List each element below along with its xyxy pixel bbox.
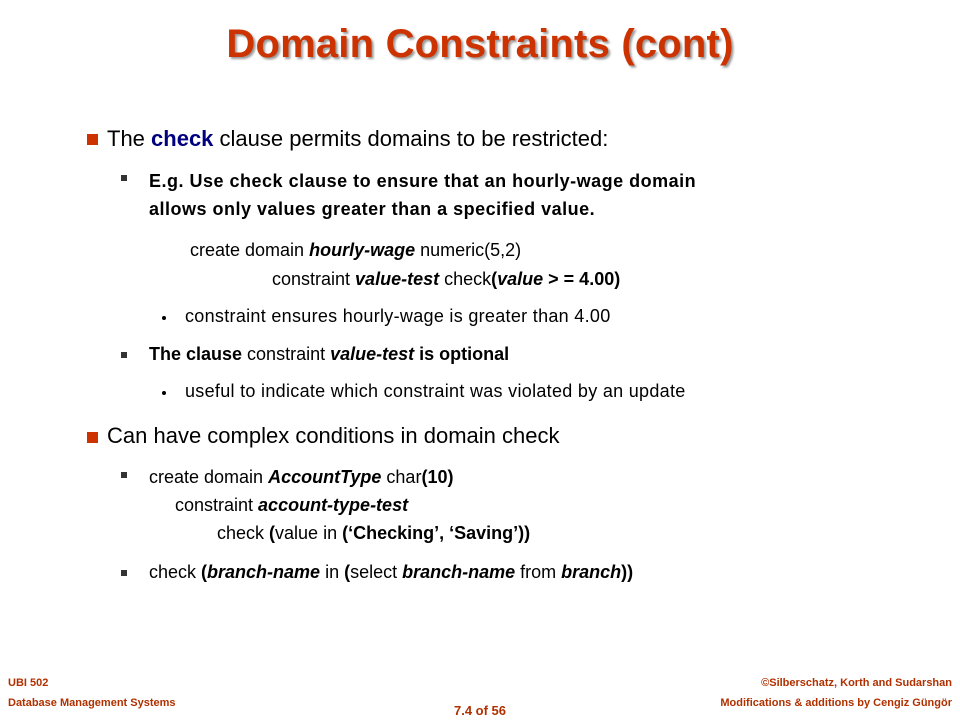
footer-course-name: Database Management Systems [8, 697, 176, 709]
dot-bullet-icon [162, 391, 166, 395]
code-account-type: create domain AccountType char(10) constraint account-type-test check (value in (‘Checking’, ‘Saving’)) [149, 467, 531, 543]
sub-bullet-optional: The clause constraint value-test is optional [149, 344, 510, 364]
sub-bullet-icon [121, 175, 127, 181]
sub-bullet-icon [121, 472, 127, 478]
footer-copyright: ©Silberschatz, Korth and Sudarshan [761, 677, 952, 689]
footer-modifications: Modifications & additions by Cengiz Güngör [720, 697, 952, 709]
square-bullet-icon [87, 134, 98, 145]
sub-bullet-icon [121, 352, 127, 358]
sub-bullet-example: E.g. Use check clause to ensure that an hourly-wage domain allows only values greater than a specified value. [149, 171, 697, 219]
sub-bullet-icon [121, 570, 127, 576]
square-bullet-icon [87, 432, 98, 443]
note-violated: useful to indicate which constraint was violated by an update [185, 381, 686, 401]
code-branch-check: check (branch-name in (select branch-name from branch)) [149, 562, 634, 582]
dot-bullet-icon [162, 316, 166, 320]
footer-course: UBI 502 [8, 677, 49, 689]
bullet-check-clause: The check clause permits domains to be restricted: [107, 126, 609, 151]
code-hourly-wage: create domain hourly-wage numeric(5,2) constraint value-test check(value > = 4.00) [190, 240, 621, 289]
note-hourly-wage: constraint ensures hourly-wage is greater than 4.00 [185, 306, 611, 326]
slide-title: Domain Constraints (cont) [226, 22, 734, 66]
bullet-complex-conditions: Can have complex conditions in domain check [107, 423, 560, 448]
page-number: 7.4 of 56 [453, 703, 507, 718]
